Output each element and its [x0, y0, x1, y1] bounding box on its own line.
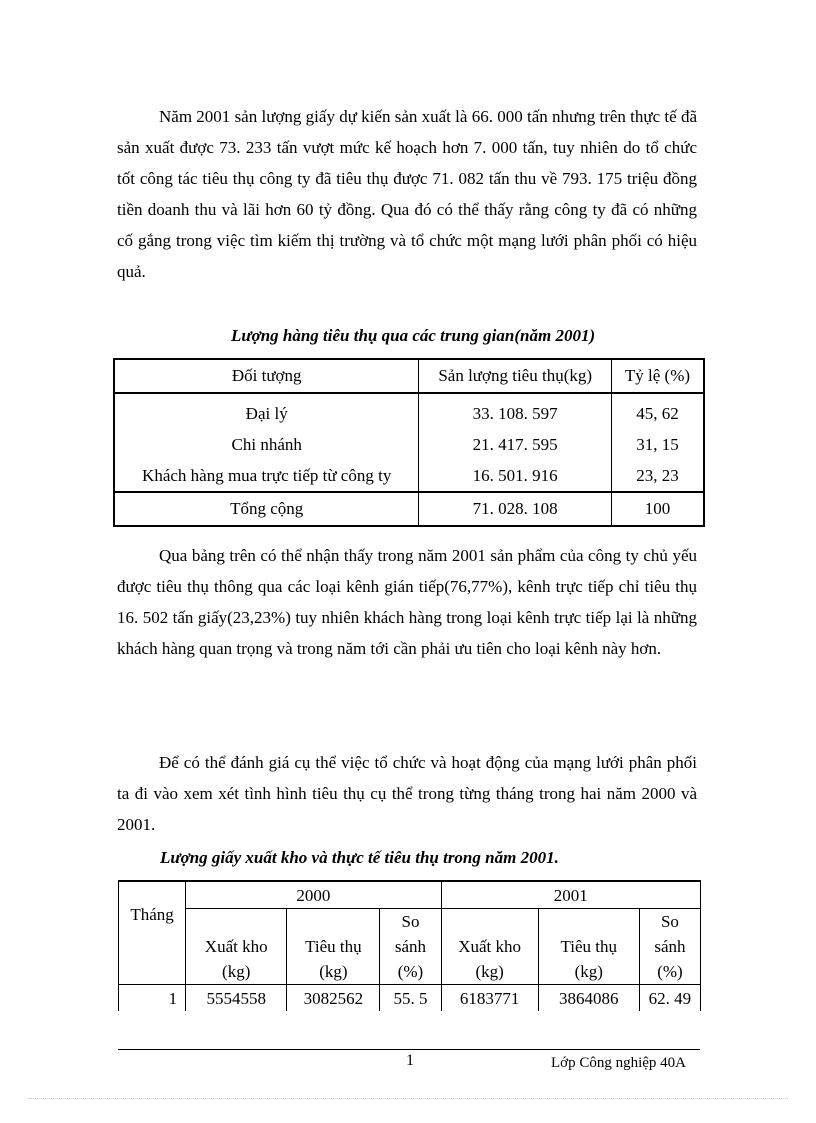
header-consume-2000: [287, 909, 380, 985]
cell-compare-2001: 62. 49: [639, 985, 700, 1012]
table2-caption: Lượng giấy xuất kho và thực tế tiêu thụ trong năm 2001.: [160, 848, 559, 867]
header-unit: (kg): [574, 962, 603, 981]
table2-subheader-row: [119, 909, 701, 985]
header-label: sánh: [654, 937, 686, 956]
sales-by-intermediary-table: [113, 358, 705, 527]
page-number: 1: [406, 1052, 414, 1069]
cell-export-2000: 5554558: [186, 985, 287, 1012]
cell-export-2001: 6183771: [441, 985, 538, 1012]
table-row: [114, 429, 704, 460]
header-compare-2001: [639, 909, 700, 985]
header-export-2000: [186, 909, 287, 985]
table-row: [114, 393, 704, 429]
cell-object: Chi nhánh: [114, 429, 419, 460]
cell-object: Khách hàng mua trực tiếp từ công ty: [114, 460, 419, 492]
total-label: Tổng cộng: [114, 492, 419, 526]
monthly-export-consumption-table: [118, 880, 701, 1011]
table1-caption: Lượng hàng tiêu thụ qua các trung gian(năm 2001): [231, 326, 596, 345]
table2-year-row: [119, 881, 701, 909]
header-unit: (kg): [319, 962, 348, 981]
table-row: [119, 985, 701, 1012]
header-unit: (%): [397, 962, 424, 981]
header-year-2001: 2001: [441, 881, 700, 909]
header-label: Xuất kho: [204, 937, 268, 956]
header-unit: (kg): [222, 962, 251, 981]
page-bottom-divider: [28, 1098, 788, 1099]
header-ratio: Tỷ lệ (%): [611, 359, 704, 393]
cell-ratio: 23, 23: [636, 465, 679, 485]
footer-class-name: Lớp Công nghiệp 40A: [551, 1055, 687, 1071]
cell-volume: 16. 501. 916: [419, 460, 612, 492]
cell-ratio: 31, 15: [636, 434, 679, 454]
total-volume: 71. 028. 108: [419, 492, 612, 526]
header-label: So: [660, 912, 679, 931]
header-consume-2001: [538, 909, 639, 985]
header-label: Tiêu thụ: [305, 937, 362, 956]
footer-rule: [118, 1049, 700, 1050]
header-month: Tháng: [119, 881, 186, 985]
cell-compare-2000: 55. 5: [380, 985, 441, 1012]
header-volume: Sản lượng tiêu thụ(kg): [419, 359, 612, 393]
header-export-2001: [441, 909, 538, 985]
table-row: [114, 460, 704, 492]
paragraph-3: Để có thể đánh giá cụ thể việc tổ chức và hoạt động của mạng lưới phân phối ta đi vào xem xét tình hình tiêu thụ cụ thể trong từng tháng trong hai năm 2000 và 2001.: [117, 753, 697, 834]
cell-consume-2001: 3864086: [538, 985, 639, 1012]
header-label: Tiêu thụ: [560, 937, 618, 956]
header-unit: (%): [657, 962, 683, 981]
table1-total-row: [114, 492, 704, 526]
header-object: Đối tượng: [114, 359, 419, 393]
cell-volume: 21. 417. 595: [419, 429, 612, 460]
table1-header-row: [114, 359, 704, 393]
header-year-2000: 2000: [186, 881, 441, 909]
header-unit: (kg): [475, 962, 504, 981]
paragraph-1: Năm 2001 sản lượng giấy dự kiến sản xuất là 66. 000 tấn nhưng trên thực tế đã sản xuất được 73. 233 tấn vượt mức kế hoạch hơn 7. 000 tấn, tuy nhiên do tổ chức tốt công tác tiêu thụ công ty đã tiêu thụ được 71. 082 tấn thu về 793. 175 triệu đồng tiền doanh thu và lãi hơn 60 tỷ đồng. Qua đó có thể thấy rằng công ty đã có những cố gắng trong việc tìm kiếm thị trường và tổ chức một mạng lưới phân phối có hiệu quả.: [117, 107, 697, 281]
cell-volume: 33. 108. 597: [419, 393, 612, 429]
header-label: sánh: [394, 937, 427, 956]
header-compare-2000: [380, 909, 441, 985]
cell-month: 1: [119, 985, 186, 1012]
header-label: Xuất kho: [458, 937, 521, 956]
total-ratio: 100: [611, 492, 704, 526]
cell-object: Đại lý: [114, 393, 419, 429]
cell-ratio: 45, 62: [636, 403, 679, 423]
paragraph-2: Qua bảng trên có thể nhận thấy trong năm 2001 sản phẩm của công ty chủ yếu được tiêu thụ thông qua các loại kênh gián tiếp(76,77%), kênh trực tiếp chỉ tiêu thụ 16. 502 tấn giấy(23,23%) tuy nhiên khách hàng trong loại kênh trực tiếp lại là những khách hàng quan trọng và trong năm tới cần phải ưu tiên cho loại kênh này hơn.: [117, 546, 697, 658]
cell-consume-2000: 3082562: [287, 985, 380, 1012]
header-label: So: [401, 912, 420, 931]
